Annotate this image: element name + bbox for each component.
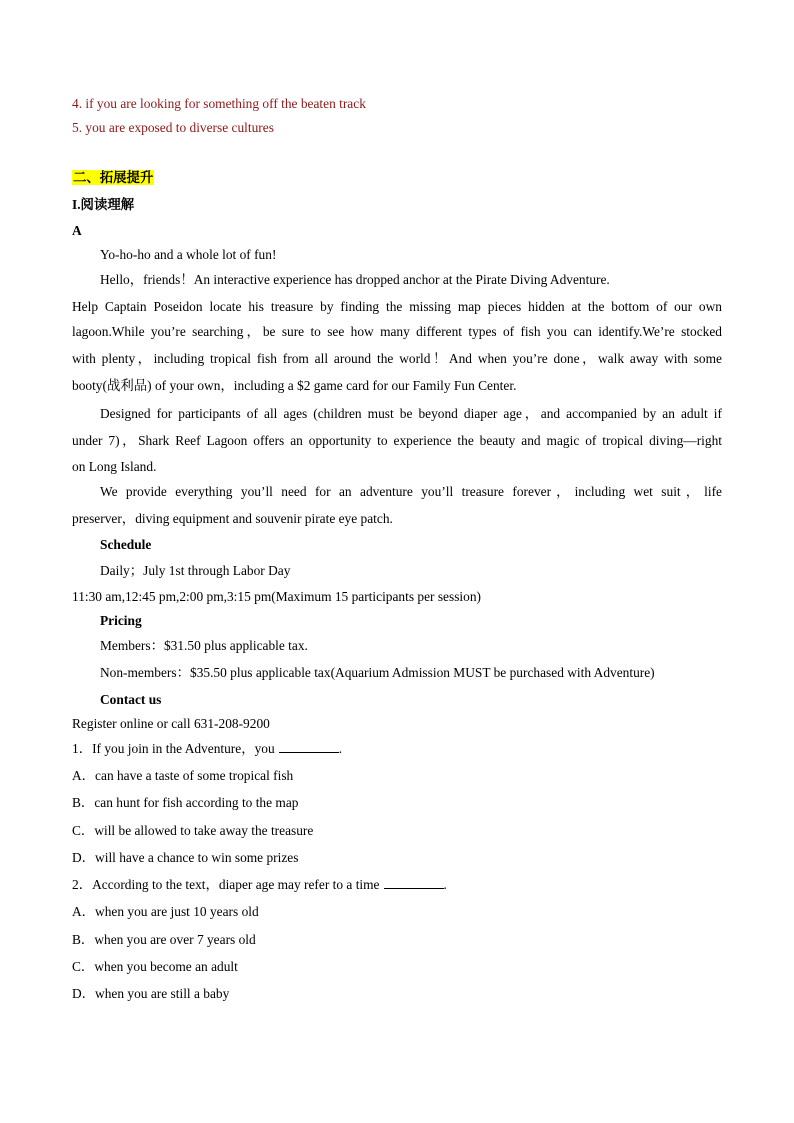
passage-p2-line1: Designed for participants of all ages (children must be beyond diaper age，and accompanied by an adult if — [100, 406, 722, 421]
question-2-option-a: A．when you are just 10 years old — [72, 904, 259, 919]
passage-p1-line4: booty(战利品) of your own，including a $2 game card for our Family Fun Center. — [72, 378, 517, 393]
question-2-blank — [384, 876, 444, 889]
passage-p3-line2: preserver，diving equipment and souvenir pirate eye patch. — [72, 511, 393, 526]
question-2-option-c: C．when you become an adult — [72, 959, 238, 974]
question-2-text: 2．According to the text，diaper age may refer to a time — [72, 877, 380, 892]
question-2-end: . — [443, 877, 447, 892]
question-1-option-d: D．will have a chance to win some prizes — [72, 850, 299, 865]
answer-line-5: 5. you are exposed to diverse cultures — [72, 120, 274, 135]
pricing-nonmembers: Non-members：$35.50 plus applicable tax(Aquarium Admission MUST be purchased with Adventure) — [100, 665, 655, 680]
question-1-end: . — [338, 741, 343, 756]
question-1-text: 1．If you join in the Adventure，you — [72, 741, 275, 756]
question-1-option-a: A．can have a taste of some tropical fish — [72, 768, 294, 783]
passage-p2-line2: under 7)，Shark Reef Lagoon offers an opportunity to experience the beauty and magic of tropical diving—right — [72, 433, 722, 448]
section-title-text: 二、拓展提升 — [73, 170, 154, 185]
answer-line-4: 4. if you are looking for something off the beaten track — [72, 96, 366, 111]
passage-p1-line2: lagoon.While you’re searching，be sure to see how many different types of fish you can identify.We’re stocked — [72, 324, 722, 339]
passage-intro: Hello，friends！An interactive experience has dropped anchor at the Pirate Diving Adventure. — [100, 272, 610, 287]
passage-headline: Yo-ho-ho and a whole lot of fun! — [100, 247, 277, 262]
passage-p1-line1: Help Captain Poseidon locate his treasure by finding the missing map pieces hidden at the bottom of our own — [72, 299, 722, 314]
schedule-heading: Schedule — [100, 537, 152, 552]
section-title — [72, 169, 722, 187]
schedule-days: Daily；July 1st through Labor Day — [100, 563, 291, 578]
contact-text: Register online or call 631-208-9200 — [72, 716, 270, 731]
question-1-option-b: B．can hunt for fish according to the map — [72, 795, 299, 810]
question-1-stem — [72, 740, 722, 758]
passage-p1-line3: with plenty，including tropical fish from all around the world！And when you’re done，walk away with some — [72, 351, 722, 366]
question-1-option-c: C．will be allowed to take away the treasure — [72, 823, 314, 838]
passage-p3-line1: We provide everything you’ll need for an adventure you’ll treasure forever，including wet suit，life — [100, 484, 722, 499]
question-2-stem — [72, 876, 722, 894]
schedule-times: 11:30 am,12:45 pm,2:00 pm,3:15 pm(Maximum 15 participants per session) — [72, 589, 481, 604]
subsection-title: I.阅读理解 — [72, 197, 135, 212]
passage-p2-line3: on Long Island. — [72, 459, 157, 474]
question-2-option-b: B．when you are over 7 years old — [72, 932, 256, 947]
question-1-blank — [279, 740, 339, 753]
pricing-members: Members：$31.50 plus applicable tax. — [100, 638, 308, 653]
question-2-option-d: D．when you are still a baby — [72, 986, 230, 1001]
pricing-heading: Pricing — [100, 613, 142, 628]
passage-label: A — [72, 223, 82, 238]
contact-heading: Contact us — [100, 692, 162, 707]
